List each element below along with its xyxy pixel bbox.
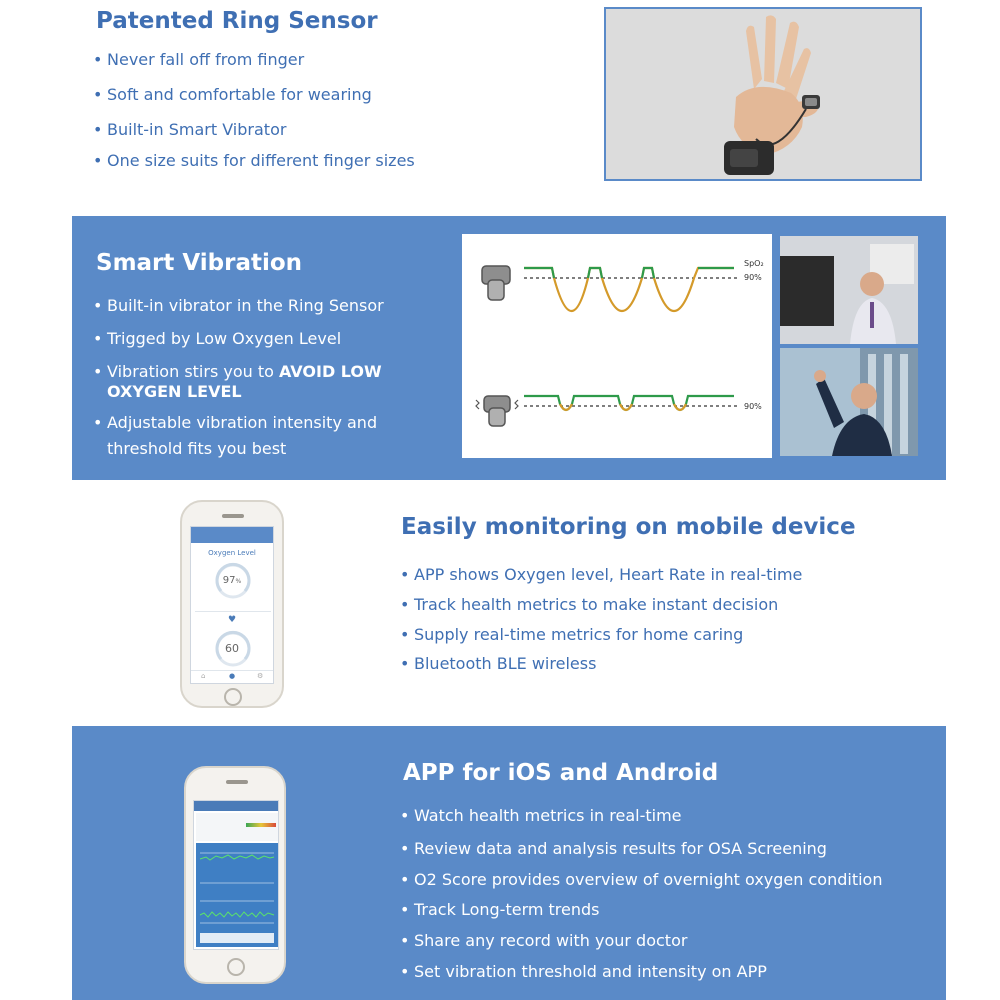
list-item: • One size suits for different finger sizes [93,151,563,171]
spo2-wave-chart [462,234,772,458]
list-item: • Trigged by Low Oxygen Level [93,329,453,349]
list-item: • Watch health metrics in real-time [400,806,940,826]
ring-sensor-icon [482,266,510,300]
app-phone-mockup [184,766,286,984]
phone-home-button [227,958,245,976]
app-title: APP for iOS and Android [403,760,719,786]
phone-screen [190,526,274,684]
mobile-phone-mockup [180,500,284,708]
list-item: • Supply real-time metrics for home caring [400,625,940,645]
list-item: • Review data and analysis results for OSA Screening [400,839,940,859]
hand-with-ring-illustration [606,9,920,179]
app-header-bar [194,801,278,811]
spo2-value: 97 [222,575,236,586]
spo2-diagram [462,234,772,458]
vibration-emphasis: AVOID LOW OXYGEN LEVEL [107,362,382,401]
list-item: • Built-in vibrator in the Ring Sensor [93,296,453,316]
phone-speaker [222,514,244,518]
happy-man-photo [780,348,918,456]
threshold-label-top: 90% [744,273,762,282]
list-item: • Soft and comfortable for wearing [93,85,563,105]
list-item: • Track Long-term trends [400,900,940,920]
phone-speaker [226,780,248,784]
app-header-bar [191,527,273,543]
heart-rate-value: 60 [225,642,239,655]
mobile-title: Easily monitoring on mobile device [401,514,856,540]
list-item: • Never fall off from finger [93,50,563,70]
list-item: • Share any record with your doctor [400,931,940,951]
happy-man-illustration [780,348,918,456]
list-item [93,362,453,402]
ring-sensor-title: Patented Ring Sensor [96,8,378,34]
spo2-unit: % [235,578,242,585]
smart-vibration-title: Smart Vibration [96,250,303,276]
list-item: • O2 Score provides overview of overnight oxygen condition [400,870,940,890]
settings-icon[interactable]: ⚙ [257,672,264,680]
list-item: • Bluetooth BLE wireless [400,654,940,674]
smart-vibration-list [93,296,453,461]
mobile-list [400,565,940,674]
list-item: • Adjustable vibration intensity and threshold fits you best [93,410,453,461]
ring-sensor-photo [604,7,922,181]
heart-icon: ♥ [227,615,237,625]
list-item: • Track health metrics to make instant decision [400,595,940,615]
o2-score-bar [246,823,276,827]
trend-chart [196,843,278,947]
list-item: • APP shows Oxygen level, Heart Rate in real-time [400,565,940,585]
vibration-text: Vibration stirs you to [107,362,279,381]
tired-man-photo [780,236,918,344]
app-list [400,806,940,982]
phone-home-button [224,688,242,706]
app-phone-screen [193,800,279,950]
list-item: • Built-in Smart Vibrator [93,120,563,140]
summary-table [196,813,278,841]
list-item: • Set vibration threshold and intensity on APP [400,962,940,982]
app-tab-bar [191,670,273,683]
tired-man-illustration [780,236,918,344]
spo2-label: SpO₂ [744,259,764,268]
divider [195,611,271,612]
vibrating-ring-icon [476,396,518,426]
monitor-icon[interactable]: ● [229,672,236,680]
home-icon[interactable]: ⌂ [201,672,206,680]
threshold-label-bottom: 90% [744,402,762,411]
oxygen-level-label: Oxygen Level [208,549,256,557]
spo2-readout [191,575,273,586]
ring-sensor-list [93,50,563,171]
